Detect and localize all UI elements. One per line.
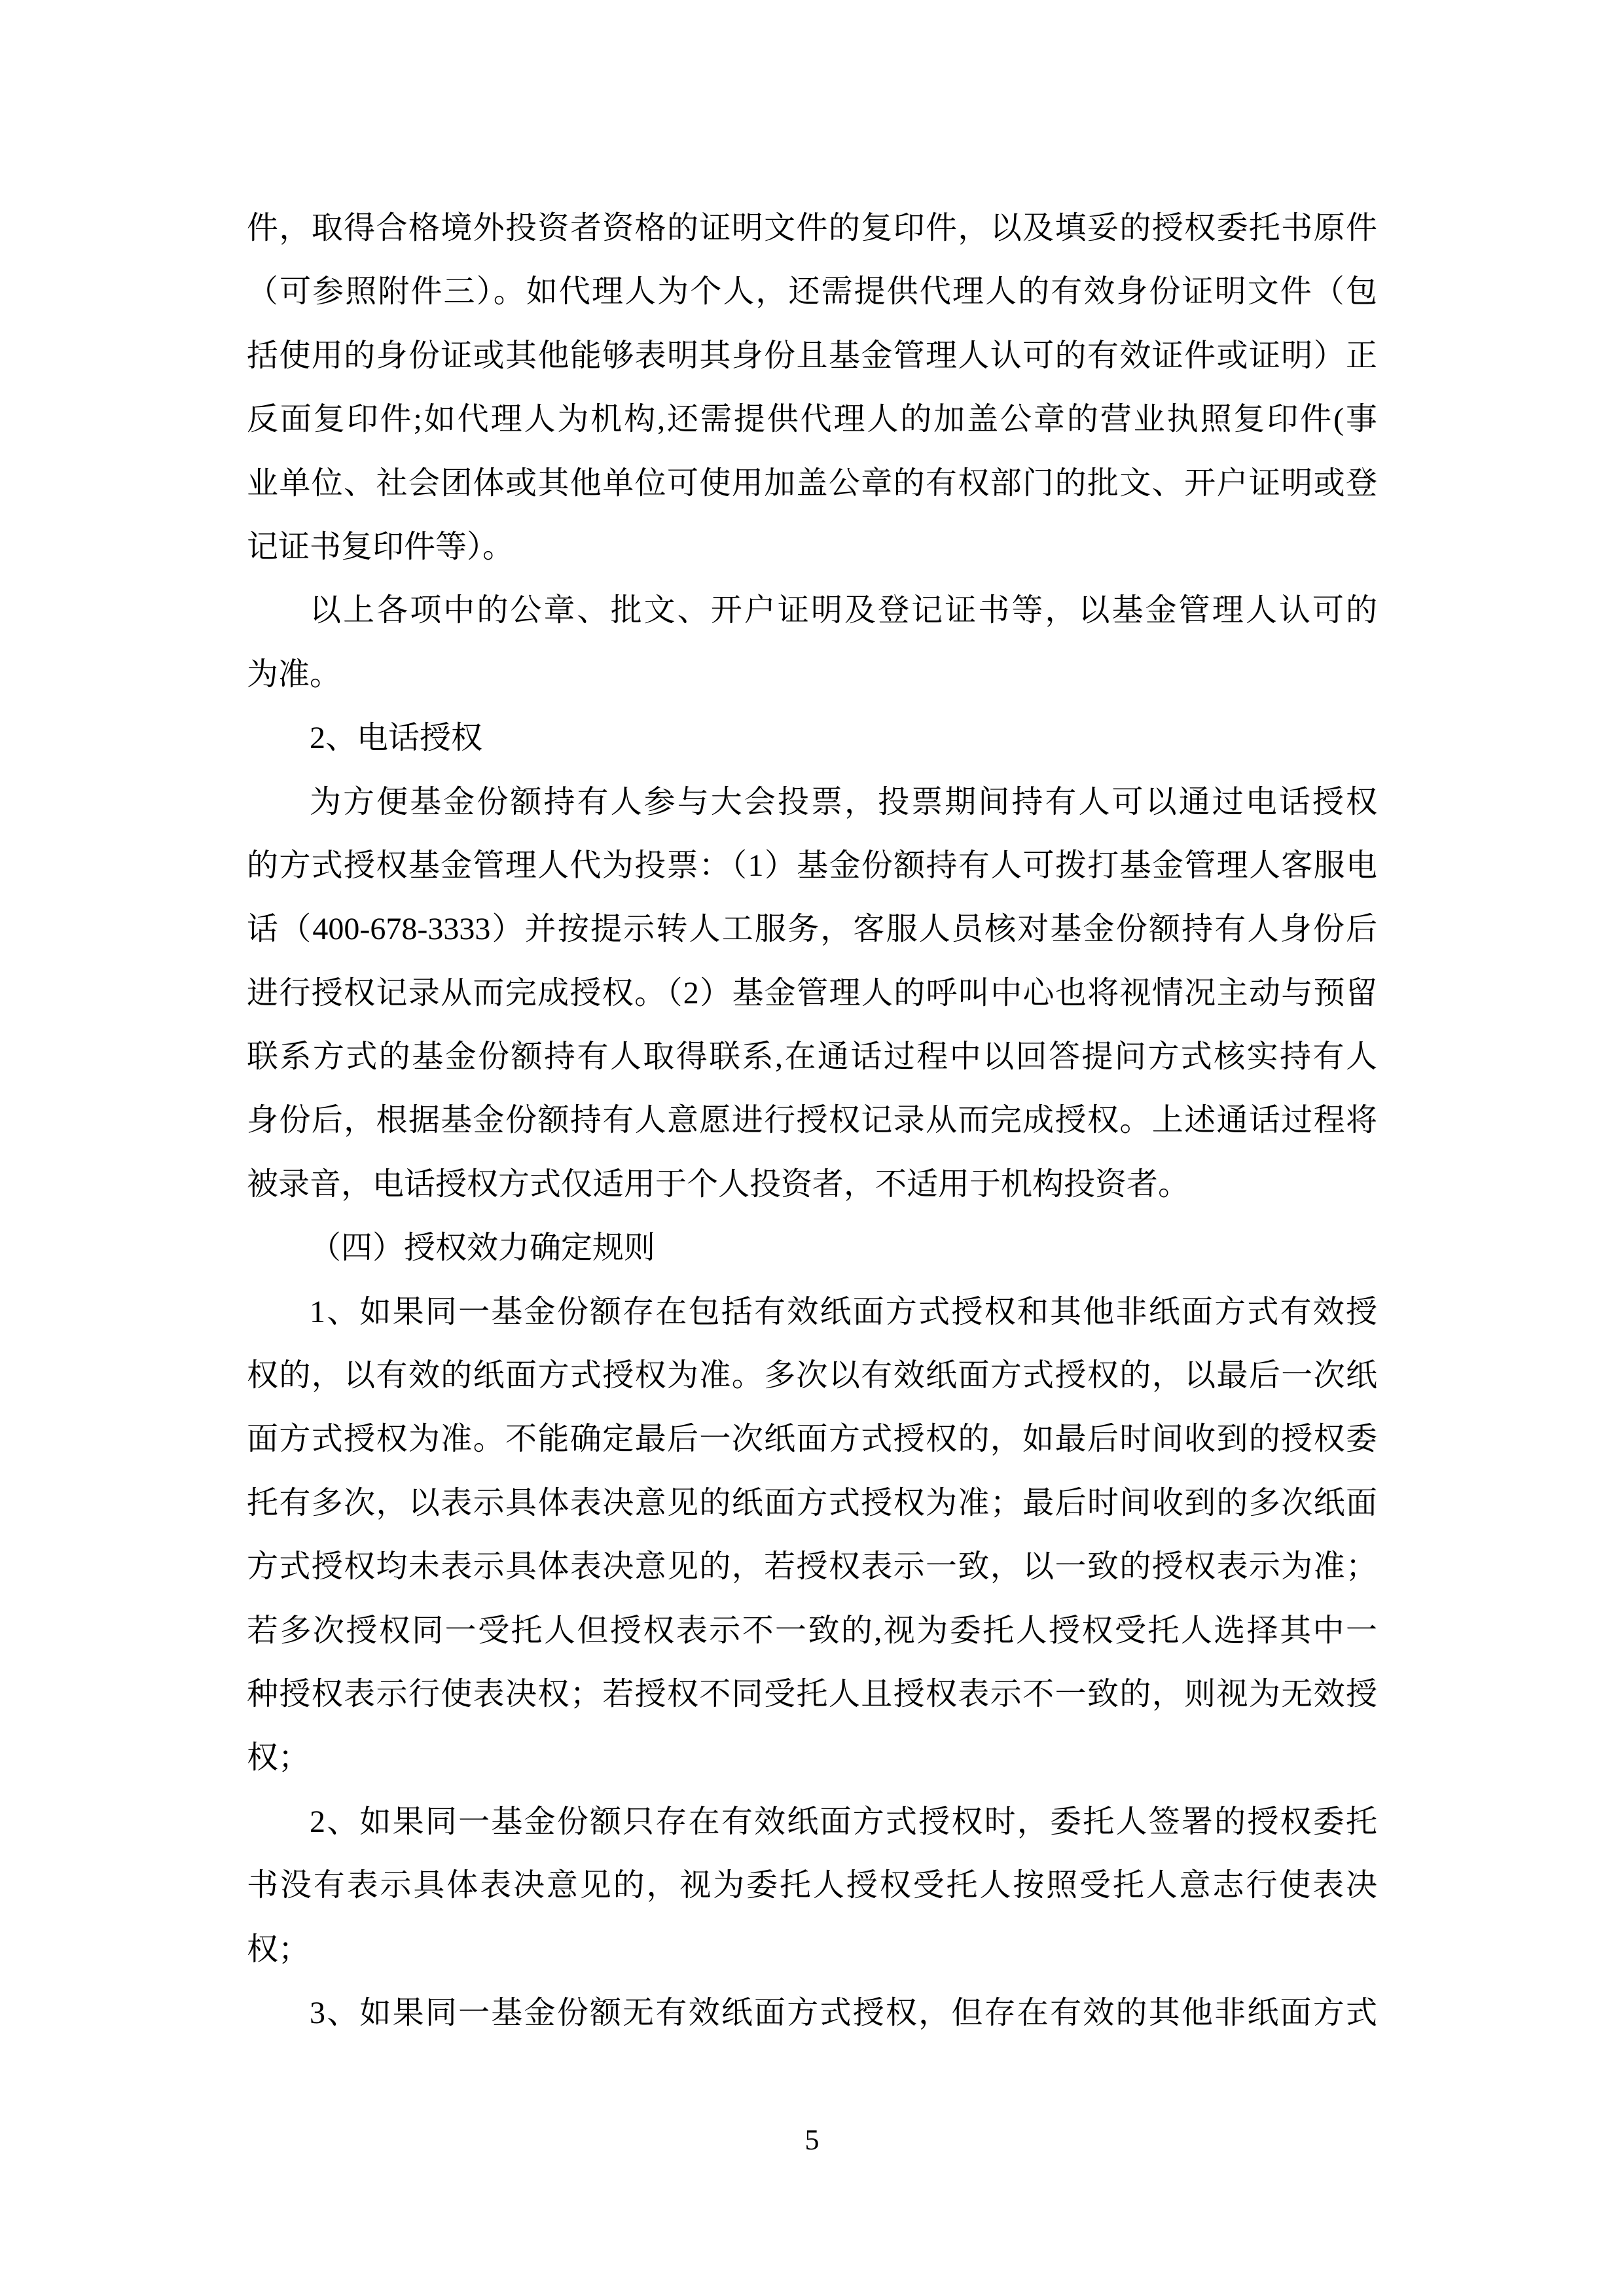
- text-line: 记证书复印件等）。: [247, 529, 514, 564]
- text-line: 联系方式的基金份额持有人取得联系,在通话过程中以回答提问方式核实持有人: [247, 1039, 1377, 1075]
- document-body-text: [247, 196, 1377, 2045]
- text-line: 件，取得合格境外投资者资格的证明文件的复印件，以及填妥的授权委托书原件: [247, 211, 1377, 245]
- text-line: 被录音，电话授权方式仅适用于个人投资者，不适用于机构投资者。: [247, 1166, 1190, 1202]
- text-line: 2、电话授权: [310, 721, 483, 756]
- text-line: 3、如果同一基金份额无有效纸面方式授权，但存在有效的其他非纸面方式: [310, 1995, 1377, 2030]
- page-footer: [0, 2121, 1624, 2160]
- text-line: 权的，以有效的纸面方式授权为准。多次以有效纸面方式授权的，以最后一次纸: [247, 1358, 1377, 1393]
- text-line: 业单位、社会团体或其他单位可使用加盖公章的有权部门的批文、开户证明或登: [247, 465, 1377, 501]
- text-line: 种授权表示行使表决权；若授权不同受托人且授权表示不一致的，则视为无效授: [247, 1676, 1377, 1712]
- text-line: 托有多次，以表示具体表决意见的纸面方式授权为准；最后时间收到的多次纸面: [247, 1485, 1377, 1520]
- text-line: 为方便基金份额持有人参与大会投票，投票期间持有人可以通过电话授权: [310, 784, 1377, 819]
- text-line: 若多次授权同一受托人但授权表示不一致的,视为委托人授权受托人选择其中一: [247, 1613, 1377, 1648]
- text-line: 书没有表示具体表决意见的，视为委托人授权受托人按照受托人意志行使表决: [247, 1868, 1377, 1903]
- text-line: 面方式授权为准。不能确定最后一次纸面方式授权的，如最后时间收到的授权委: [247, 1422, 1377, 1457]
- text-line: （四）授权效力确定规则: [310, 1230, 656, 1266]
- text-line: 为准。: [247, 656, 342, 692]
- text-line: 身份后，根据基金份额持有人意愿进行授权记录从而完成授权。上述通话过程将: [247, 1103, 1377, 1138]
- text-line: 2、如果同一基金份额只存在有效纸面方式授权时，委托人签署的授权委托: [310, 1804, 1377, 1839]
- text-line: 进行授权记录从而完成授权。（2）基金管理人的呼叫中心也将视情况主动与预留: [247, 975, 1377, 1011]
- page-number: 5: [804, 2124, 820, 2156]
- text-line: 反面复印件;如代理人为机构,还需提供代理人的加盖公章的营业执照复印件(事: [247, 402, 1377, 437]
- text-line: 以上各项中的公章、批文、开户证明及登记证书等，以基金管理人认可的: [310, 593, 1377, 628]
- text-line: 1、如果同一基金份额存在包括有效纸面方式授权和其他非纸面方式有效授: [310, 1294, 1377, 1329]
- text-line: （可参照附件三）。如代理人为个人，还需提供代理人的有效身份证明文件（包: [247, 274, 1377, 310]
- text-line: 括使用的身份证或其他能够表明其身份且基金管理人认可的有效证件或证明）正: [247, 338, 1377, 373]
- text-line: 权；: [247, 1740, 310, 1776]
- text-line: 的方式授权基金管理人代为投票：（1）基金份额持有人可拨打基金管理人客服电: [247, 848, 1377, 883]
- text-line: 权；: [247, 1931, 310, 1967]
- text-line: 话（400-678-3333）并按提示转人工服务，客服人员核对基金份额持有人身份后: [247, 912, 1377, 947]
- text-line: 方式授权均未表示具体表决意见的，若授权表示一致，以一致的授权表示为准；: [247, 1549, 1377, 1585]
